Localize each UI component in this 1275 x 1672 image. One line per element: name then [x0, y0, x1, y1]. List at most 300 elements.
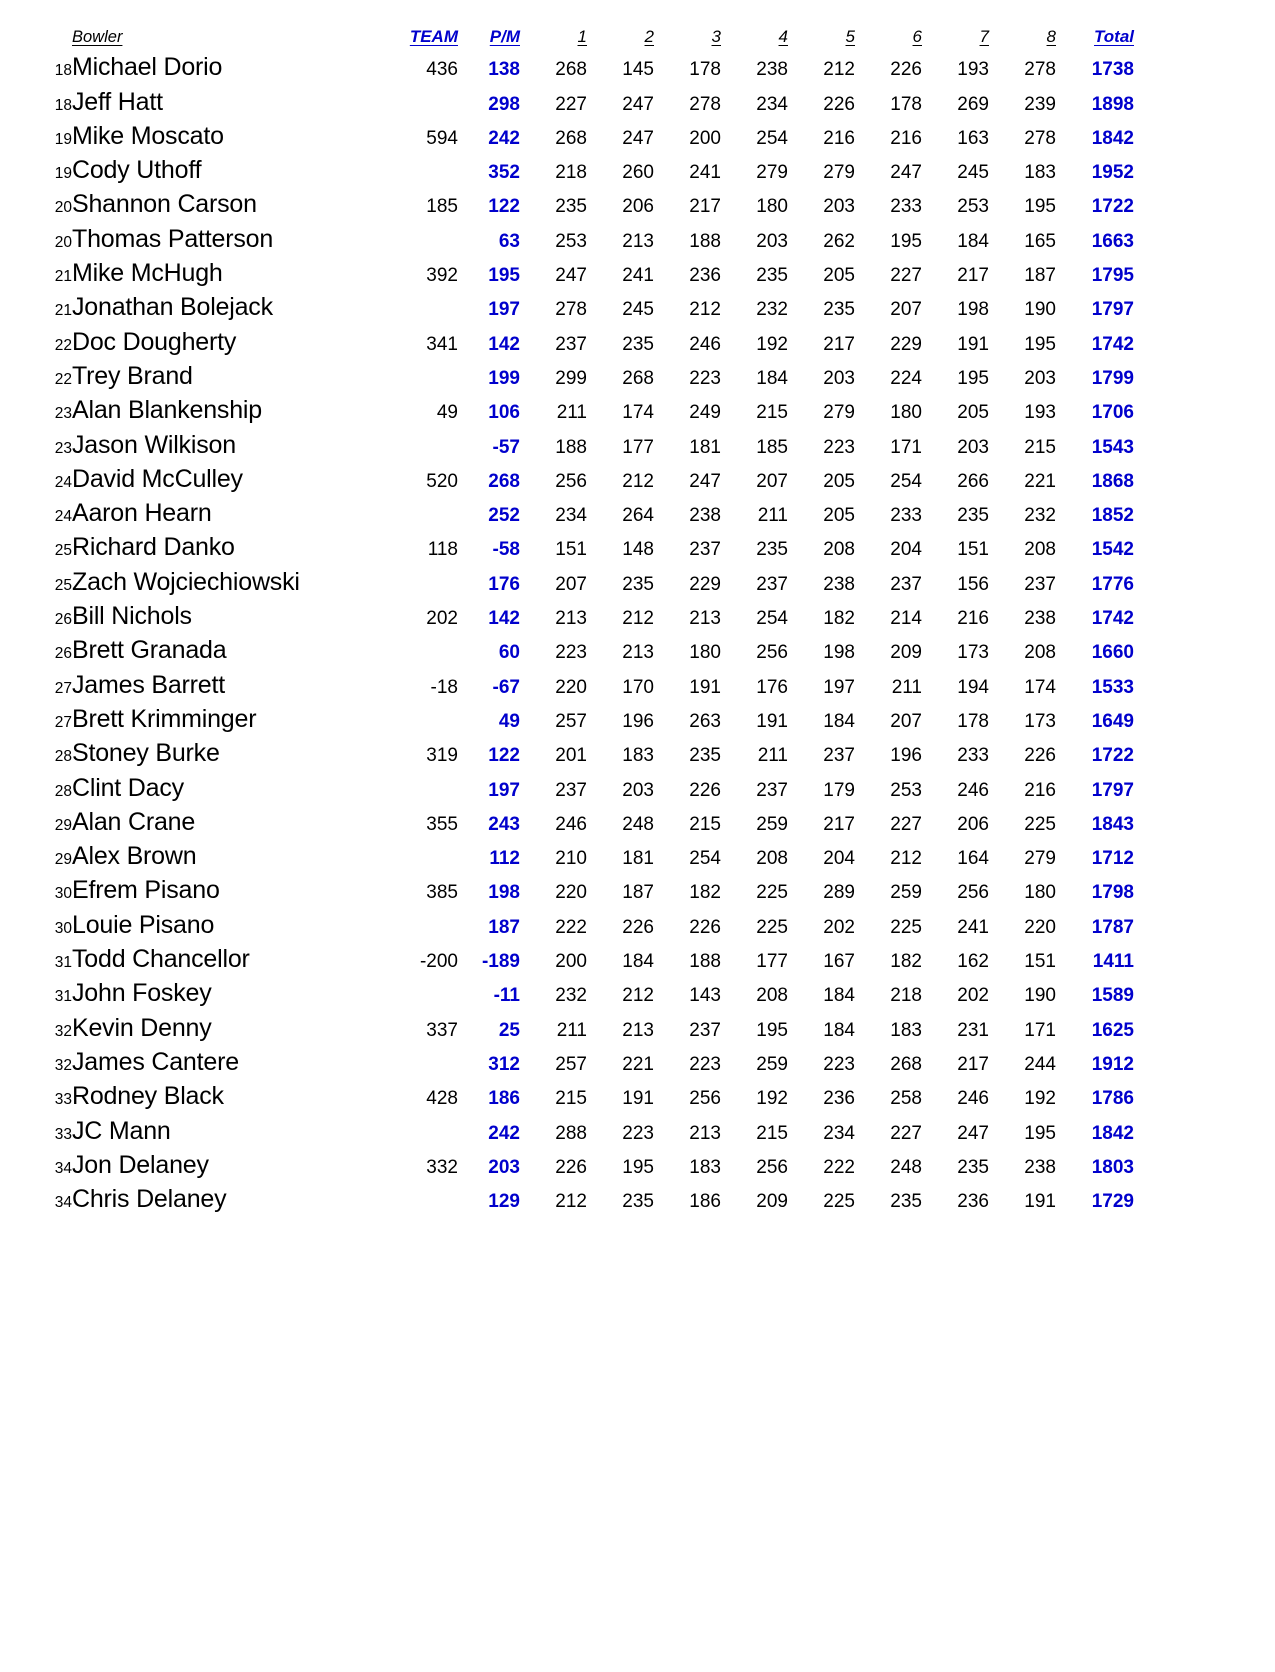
row-rank: 24	[54, 473, 72, 491]
row-game-5: 234	[823, 1122, 855, 1144]
row-game-8: 208	[1024, 539, 1056, 561]
row-total: 1722	[1091, 196, 1134, 218]
row-team-score	[374, 635, 458, 669]
row-team-score: -18	[430, 676, 458, 698]
row-game-8: 239	[1024, 93, 1056, 115]
row-rank: 20	[54, 233, 72, 251]
table-row	[40, 430, 1134, 464]
row-game-3: 183	[689, 1156, 721, 1178]
row-game-2: 206	[622, 196, 654, 218]
row-bowler-name: Thomas Patterson	[72, 224, 274, 253]
row-team-score: 319	[426, 745, 458, 767]
header-game-2	[587, 22, 654, 52]
row-game-7: 184	[957, 230, 989, 252]
row-bowler-name: Brett Granada	[72, 636, 227, 665]
row-bowler-name: Todd Chancellor	[72, 945, 250, 974]
row-team-score	[374, 292, 458, 326]
row-game-4: 209	[756, 1191, 788, 1213]
row-game-8: 171	[1024, 1019, 1056, 1041]
row-game-8: 195	[1024, 333, 1056, 355]
row-game-5: 235	[823, 299, 855, 321]
row-game-6: 178	[890, 93, 922, 115]
row-game-3: 213	[689, 608, 721, 630]
row-game-3: 223	[689, 1053, 721, 1075]
row-rank: 21	[54, 268, 72, 286]
row-total: 1912	[1091, 1053, 1134, 1075]
row-game-7: 198	[957, 299, 989, 321]
row-game-2: 247	[622, 127, 654, 149]
row-game-2: 235	[622, 333, 654, 355]
row-game-5: 238	[823, 573, 855, 595]
row-plus-minus: 138	[488, 59, 520, 81]
row-total: 1625	[1091, 1019, 1134, 1041]
table-row	[40, 52, 1134, 86]
table-row	[40, 1150, 1134, 1184]
row-game-7: 216	[957, 608, 989, 630]
row-bowler-name: Jonathan Bolejack	[72, 293, 273, 322]
row-total: 1776	[1091, 573, 1134, 595]
row-rank: 23	[54, 439, 72, 457]
row-game-3: 188	[689, 230, 721, 252]
row-game-4: 203	[756, 230, 788, 252]
row-game-6: 233	[890, 196, 922, 218]
row-plus-minus: 142	[488, 608, 520, 630]
row-game-6: 258	[890, 1088, 922, 1110]
row-team-score: 436	[426, 59, 458, 81]
row-game-1: 247	[555, 265, 587, 287]
row-bowler-name: Brett Krimminger	[72, 704, 257, 733]
row-game-3: 181	[689, 436, 721, 458]
row-game-7: 269	[957, 93, 989, 115]
row-rank: 30	[54, 919, 72, 937]
row-game-2: 223	[622, 1122, 654, 1144]
row-bowler-name: Aaron Hearn	[72, 499, 212, 528]
row-game-4: 234	[756, 93, 788, 115]
row-game-3: 188	[689, 951, 721, 973]
row-total: 1722	[1091, 745, 1134, 767]
row-game-1: 151	[555, 539, 587, 561]
table-row	[40, 121, 1134, 155]
row-game-8: 173	[1024, 710, 1056, 732]
row-game-2: 184	[622, 951, 654, 973]
row-game-1: 227	[555, 93, 587, 115]
row-plus-minus: -58	[492, 539, 520, 561]
row-game-6: 209	[890, 642, 922, 664]
row-game-6: 254	[890, 470, 922, 492]
row-game-6: 183	[890, 1019, 922, 1041]
row-game-8: 278	[1024, 127, 1056, 149]
row-rank: 28	[54, 782, 72, 800]
row-game-5: 217	[823, 813, 855, 835]
row-plus-minus: 112	[489, 848, 520, 870]
row-game-1: 212	[555, 1191, 587, 1213]
row-bowler-name: Alan Blankenship	[72, 396, 262, 425]
table-row	[40, 978, 1134, 1012]
row-game-5: 197	[823, 676, 855, 698]
row-game-7: 156	[957, 573, 989, 595]
row-game-1: 201	[555, 745, 587, 767]
row-game-1: 226	[555, 1156, 587, 1178]
row-total: 1798	[1091, 882, 1134, 904]
row-game-5: 216	[823, 127, 855, 149]
row-game-3: 223	[689, 367, 721, 389]
row-game-5: 204	[823, 848, 855, 870]
row-game-6: 212	[890, 848, 922, 870]
row-total: 1589	[1091, 985, 1134, 1007]
row-game-7: 203	[957, 436, 989, 458]
row-rank: 31	[54, 954, 72, 972]
row-plus-minus: 242	[488, 1122, 520, 1144]
row-game-8: 215	[1024, 436, 1056, 458]
header-game-3	[654, 22, 721, 52]
row-game-5: 205	[823, 470, 855, 492]
table-row	[40, 498, 1134, 532]
table-row	[40, 875, 1134, 909]
row-plus-minus: 252	[488, 505, 520, 527]
row-game-4: 177	[756, 951, 788, 973]
row-game-5: 182	[823, 608, 855, 630]
row-total: 1729	[1091, 1191, 1134, 1213]
header-total	[1056, 22, 1134, 52]
row-game-3: 236	[689, 265, 721, 287]
row-bowler-name: Rodney Black	[72, 1082, 224, 1111]
row-plus-minus: 199	[488, 367, 520, 389]
row-game-4: 259	[756, 813, 788, 835]
row-game-2: 235	[622, 1191, 654, 1213]
header-bowler	[72, 22, 374, 52]
row-team-score: 118	[427, 539, 458, 561]
row-game-1: 299	[555, 367, 587, 389]
row-game-8: 279	[1024, 848, 1056, 870]
row-team-score	[374, 1116, 458, 1150]
row-game-2: 226	[622, 916, 654, 938]
row-game-6: 229	[890, 333, 922, 355]
row-game-4: 232	[756, 299, 788, 321]
row-total: 1787	[1091, 916, 1134, 938]
row-game-8: 221	[1024, 470, 1056, 492]
row-game-3: 263	[689, 710, 721, 732]
row-game-5: 289	[823, 882, 855, 904]
row-bowler-name: Jon Delaney	[72, 1150, 209, 1179]
row-total: 1742	[1091, 608, 1134, 630]
row-game-2: 174	[622, 402, 654, 424]
row-game-4: 235	[756, 539, 788, 561]
row-game-4: 191	[756, 710, 788, 732]
row-team-score	[374, 567, 458, 601]
row-game-6: 268	[890, 1053, 922, 1075]
row-game-4: 256	[756, 642, 788, 664]
row-game-7: 151	[957, 539, 989, 561]
header-game-7	[922, 22, 989, 52]
row-game-3: 237	[689, 539, 721, 561]
row-game-3: 213	[689, 1122, 721, 1144]
table-row	[40, 258, 1134, 292]
row-rank: 24	[54, 508, 72, 526]
row-game-8: 237	[1024, 573, 1056, 595]
row-game-3: 278	[689, 93, 721, 115]
row-total: 1842	[1091, 127, 1134, 149]
row-game-6: 224	[890, 367, 922, 389]
row-game-8: 226	[1024, 745, 1056, 767]
row-game-6: 227	[890, 813, 922, 835]
row-game-7: 164	[957, 848, 989, 870]
row-game-7: 266	[957, 470, 989, 492]
row-game-1: 253	[555, 230, 587, 252]
row-game-1: 188	[555, 436, 587, 458]
row-plus-minus: 129	[488, 1191, 520, 1213]
header-game-4	[721, 22, 788, 52]
row-game-5: 179	[823, 779, 855, 801]
row-plus-minus: 195	[488, 265, 520, 287]
row-game-5: 208	[823, 539, 855, 561]
row-rank: 22	[54, 336, 72, 354]
row-plus-minus: 268	[488, 470, 520, 492]
header-pm	[458, 22, 520, 52]
header-total-label: Total	[1094, 27, 1134, 46]
row-team-score: 202	[426, 608, 458, 630]
row-game-2: 203	[622, 779, 654, 801]
row-rank: 34	[54, 1159, 72, 1177]
row-game-7: 178	[957, 710, 989, 732]
row-total: 1868	[1091, 470, 1134, 492]
row-rank: 30	[54, 885, 72, 903]
row-game-7: 193	[957, 59, 989, 81]
row-game-7: 235	[957, 1156, 989, 1178]
row-team-score	[374, 224, 458, 258]
row-game-3: 182	[689, 882, 721, 904]
row-game-6: 226	[890, 59, 922, 81]
row-total: 1803	[1091, 1156, 1134, 1178]
row-game-1: 232	[555, 985, 587, 1007]
row-game-7: 194	[957, 676, 989, 698]
row-game-2: 247	[622, 93, 654, 115]
row-rank: 33	[54, 1125, 72, 1143]
row-game-5: 167	[823, 951, 855, 973]
row-plus-minus: -67	[492, 676, 520, 698]
row-rank: 31	[54, 988, 72, 1006]
table-row	[40, 738, 1134, 772]
row-team-score: 594	[426, 127, 458, 149]
table-header	[40, 22, 1134, 52]
row-rank: 22	[54, 370, 72, 388]
header-row	[40, 22, 1134, 52]
header-game-1	[520, 22, 587, 52]
header-team-label: TEAM	[409, 27, 458, 46]
row-game-3: 215	[689, 813, 721, 835]
row-game-1: 213	[555, 608, 587, 630]
row-game-4: 185	[756, 436, 788, 458]
row-game-6: 218	[890, 985, 922, 1007]
row-game-4: 208	[756, 848, 788, 870]
row-total: 1738	[1091, 59, 1134, 81]
table-row	[40, 1184, 1134, 1218]
row-game-7: 233	[957, 745, 989, 767]
row-game-1: 257	[555, 710, 587, 732]
row-rank: 21	[54, 302, 72, 320]
row-game-4: 176	[756, 676, 788, 698]
row-game-1: 222	[555, 916, 587, 938]
row-game-7: 162	[957, 951, 989, 973]
row-game-8: 203	[1024, 367, 1056, 389]
row-team-score	[374, 978, 458, 1012]
row-bowler-name: Louie Pisano	[72, 910, 215, 939]
bowling-scores-table	[40, 22, 1134, 1218]
row-game-1: 268	[555, 59, 587, 81]
row-game-7: 236	[957, 1191, 989, 1213]
row-bowler-name: Cody Uthoff	[72, 156, 202, 185]
row-game-8: 238	[1024, 1156, 1056, 1178]
row-team-score: 392	[426, 265, 458, 287]
row-plus-minus: -189	[481, 951, 520, 973]
table-row	[40, 567, 1134, 601]
row-rank: 19	[54, 165, 72, 183]
row-game-5: 198	[823, 642, 855, 664]
row-team-score	[374, 841, 458, 875]
row-game-5: 184	[823, 985, 855, 1007]
table-row	[40, 1047, 1134, 1081]
row-game-1: 220	[555, 676, 587, 698]
row-game-6: 171	[890, 436, 922, 458]
row-bowler-name: Clint Dacy	[72, 773, 184, 802]
row-rank: 27	[54, 713, 72, 731]
row-game-3: 212	[689, 299, 721, 321]
row-game-7: 202	[957, 985, 989, 1007]
row-bowler-name: Zach Wojciechiowski	[72, 567, 300, 596]
row-rank: 18	[54, 96, 72, 114]
row-game-4: 237	[756, 779, 788, 801]
row-game-6: 182	[890, 951, 922, 973]
table-row	[40, 773, 1134, 807]
row-rank: 34	[54, 1194, 72, 1212]
table-row	[40, 1013, 1134, 1047]
row-total: 1795	[1091, 265, 1134, 287]
row-game-1: 210	[555, 848, 587, 870]
row-game-1: 218	[555, 162, 587, 184]
table-row	[40, 189, 1134, 223]
table-row	[40, 292, 1134, 326]
row-game-3: 249	[689, 402, 721, 424]
row-game-7: 241	[957, 916, 989, 938]
row-game-6: 227	[890, 1122, 922, 1144]
row-team-score	[374, 773, 458, 807]
row-game-4: 215	[756, 1122, 788, 1144]
row-game-8: 244	[1024, 1053, 1056, 1075]
row-game-4: 208	[756, 985, 788, 1007]
row-plus-minus: 106	[488, 402, 520, 424]
row-game-8: 192	[1024, 1088, 1056, 1110]
row-game-6: 233	[890, 505, 922, 527]
row-game-8: 190	[1024, 299, 1056, 321]
row-game-5: 217	[823, 333, 855, 355]
row-rank: 26	[54, 611, 72, 629]
row-team-score: 355	[426, 813, 458, 835]
row-game-2: 212	[622, 470, 654, 492]
row-game-4: 225	[756, 882, 788, 904]
row-plus-minus: 312	[488, 1053, 520, 1075]
row-game-6: 204	[890, 539, 922, 561]
row-game-4: 184	[756, 367, 788, 389]
row-plus-minus: 49	[498, 710, 520, 732]
row-game-6: 235	[890, 1191, 922, 1213]
table-row	[40, 807, 1134, 841]
table-body	[40, 52, 1134, 1218]
row-plus-minus: 122	[488, 196, 520, 218]
row-game-8: 180	[1024, 882, 1056, 904]
row-rank: 25	[54, 576, 72, 594]
row-plus-minus: 197	[488, 779, 520, 801]
row-game-3: 226	[689, 916, 721, 938]
row-total: 1533	[1091, 676, 1134, 698]
table-row	[40, 464, 1134, 498]
row-game-7: 173	[957, 642, 989, 664]
row-team-score	[374, 1047, 458, 1081]
row-game-7: 256	[957, 882, 989, 904]
row-bowler-name: Richard Danko	[72, 533, 235, 562]
row-plus-minus: 60	[498, 642, 520, 664]
row-game-2: 248	[622, 813, 654, 835]
row-game-1: 215	[555, 1088, 587, 1110]
row-team-score: 341	[426, 333, 458, 355]
row-team-score: 337	[426, 1019, 458, 1041]
header-game-2-label: 2	[644, 27, 654, 46]
row-game-4: 215	[756, 402, 788, 424]
row-team-score	[374, 1184, 458, 1218]
row-team-score: 428	[426, 1088, 458, 1110]
row-game-1: 235	[555, 196, 587, 218]
row-plus-minus: 203	[488, 1156, 520, 1178]
row-game-2: 235	[622, 573, 654, 595]
row-game-7: 205	[957, 402, 989, 424]
row-team-score	[374, 498, 458, 532]
table-row	[40, 224, 1134, 258]
row-game-6: 225	[890, 916, 922, 938]
row-game-6: 216	[890, 127, 922, 149]
row-total: 1797	[1091, 779, 1134, 801]
row-game-8: 151	[1024, 951, 1056, 973]
row-game-2: 213	[622, 230, 654, 252]
row-game-6: 195	[890, 230, 922, 252]
row-team-score	[374, 704, 458, 738]
row-total: 1649	[1091, 710, 1134, 732]
row-game-5: 223	[823, 1053, 855, 1075]
row-bowler-name: Trey Brand	[72, 361, 193, 390]
row-game-3: 229	[689, 573, 721, 595]
row-total: 1660	[1091, 642, 1134, 664]
row-rank: 19	[54, 130, 72, 148]
row-game-2: 145	[622, 59, 654, 81]
row-game-8: 190	[1024, 985, 1056, 1007]
row-plus-minus: 176	[488, 573, 520, 595]
header-rank	[40, 22, 72, 52]
row-game-7: 163	[957, 127, 989, 149]
row-game-5: 279	[823, 162, 855, 184]
row-plus-minus: 352	[488, 162, 520, 184]
row-game-2: 177	[622, 436, 654, 458]
row-rank: 29	[54, 851, 72, 869]
row-game-1: 237	[555, 333, 587, 355]
row-game-1: 207	[555, 573, 587, 595]
row-game-2: 183	[622, 745, 654, 767]
table-row	[40, 532, 1134, 566]
row-game-6: 207	[890, 299, 922, 321]
row-game-5: 184	[823, 1019, 855, 1041]
row-game-7: 247	[957, 1122, 989, 1144]
row-total: 1663	[1091, 230, 1134, 252]
row-game-5: 205	[823, 505, 855, 527]
row-team-score	[374, 430, 458, 464]
row-game-3: 180	[689, 642, 721, 664]
row-game-5: 225	[823, 1191, 855, 1213]
